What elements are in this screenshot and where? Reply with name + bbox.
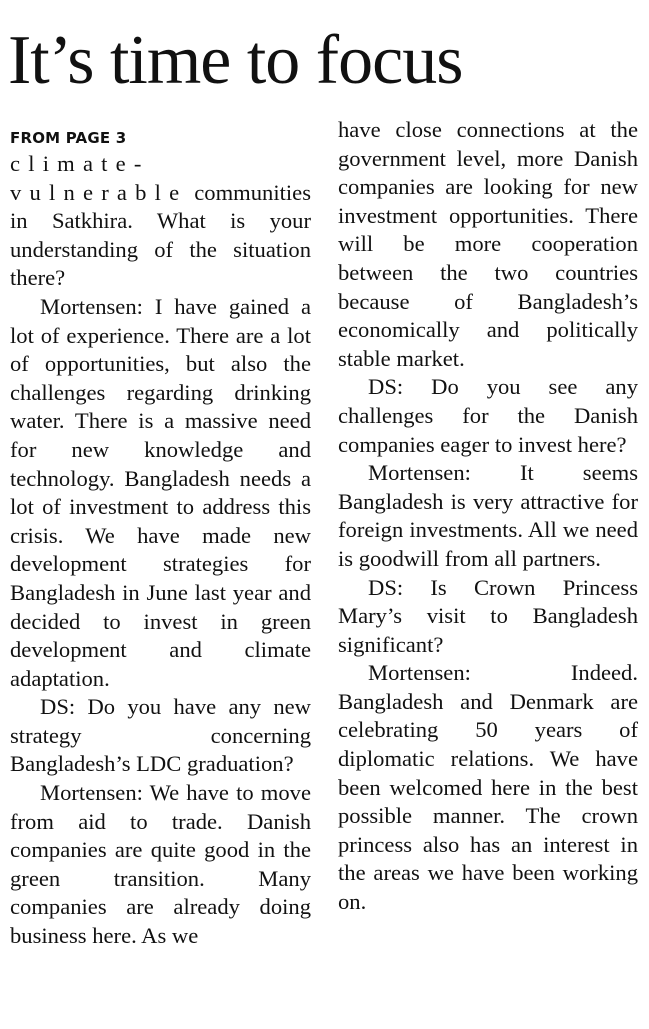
- continued-from-label: FROM PAGE 3: [10, 129, 127, 147]
- headline: It’s time to focus: [8, 22, 463, 99]
- paragraph-text: communities in Satkhira. What is your understanding of the situation there?: [10, 179, 311, 291]
- answer-paragraph: Mortensen: Indeed. Bangladesh and Denmark are celebrating 50 years of diplomatic relations. We have been welcomed here in the best possible manner. The crown princess also has an interest in the areas we have been working on.: [338, 660, 638, 915]
- question-paragraph: DS: Is Crown Princess Mary’s visit to Bangladesh significant?: [338, 574, 638, 657]
- question-paragraph: DS: Do you see any challenges for the Danish companies eager to invest here?: [338, 374, 638, 457]
- paragraph-continued: [10, 150, 311, 293]
- question-paragraph: DS: Do you have any new strategy concerning Bangladesh’s LDC graduation?: [10, 694, 311, 777]
- hyphenated-word: climate-vulnerable: [10, 151, 188, 205]
- answer-paragraph-continued: have close connections at the government level, more Danish companies are looking for new investment opportunities. There will be more cooperation between the two countries because of Bangladesh’s economically and politically stable market.: [338, 117, 638, 371]
- answer-paragraph: Mortensen: I have gained a lot of experience. There are a lot of opportunities, but also the challenges regarding drinking water. There is a massive need for new knowledge and technology. Bangladesh needs a lot of investment to address this crisis. We have made new development strategies for Bangladesh in June last year and decided to invest in green development and climate adaptation.: [10, 293, 311, 691]
- article-column-right: [338, 116, 638, 917]
- answer-paragraph: Mortensen: It seems Bangladesh is very attractive for foreign investments. All we need is goodwill from all partners.: [338, 460, 638, 571]
- article-column-left: [10, 116, 311, 951]
- answer-paragraph: Mortensen: We have to move from aid to trade. Danish companies are quite good in the green transition. Many companies are already doing business here. As we: [10, 780, 311, 949]
